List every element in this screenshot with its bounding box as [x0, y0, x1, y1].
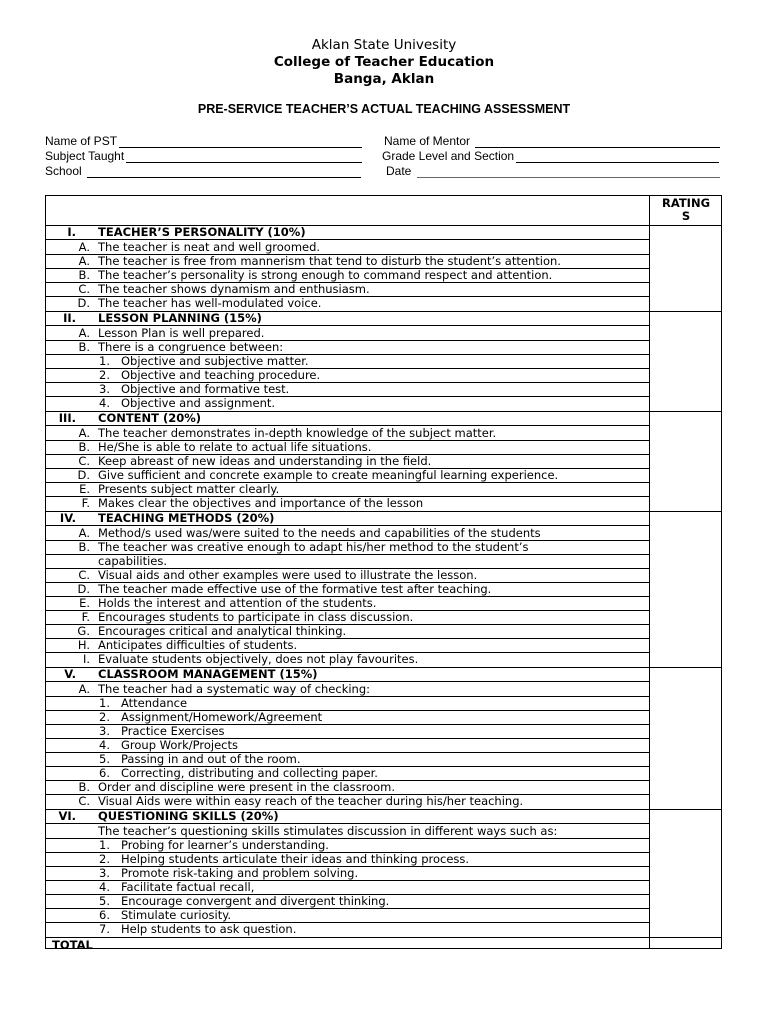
section-header-row: [46, 225, 649, 239]
item-marker: D.: [77, 582, 90, 596]
criteria-row: [46, 794, 649, 808]
row-divider: [46, 766, 649, 767]
item-text: Group Work/Projects: [121, 738, 238, 752]
item-text: The teacher was creative enough to adapt his/her method to the student’s: [98, 540, 529, 554]
row-divider: [46, 908, 649, 909]
item-text: Facilitate factual recall,: [121, 880, 255, 894]
assessment-table: [45, 195, 722, 952]
item-text: Visual aids and other examples were used to illustrate the lesson.: [98, 568, 478, 582]
item-marker: 4.: [99, 880, 110, 894]
row-divider: [46, 794, 649, 795]
section-title: QUESTIONING SKILLS (20%): [98, 809, 279, 823]
row-divider: [46, 468, 649, 469]
row-divider: [46, 440, 649, 441]
section-title: TEACHER’S PERSONALITY (10%): [98, 225, 306, 239]
item-marker: I.: [82, 652, 90, 666]
section-header-divider: [46, 425, 649, 426]
item-text: Practice Exercises: [121, 724, 225, 738]
mentor-name-field[interactable]: [384, 132, 720, 148]
section-divider: [46, 937, 721, 938]
criteria-row: [46, 240, 649, 254]
criteria-row: [46, 696, 649, 710]
row-divider: [46, 482, 649, 483]
school-label: School: [45, 164, 86, 178]
item-marker: E.: [79, 596, 90, 610]
criteria-row: [46, 752, 649, 766]
item-marker: 3.: [99, 382, 110, 396]
row-divider: [46, 396, 649, 397]
row-divider: [46, 880, 649, 881]
item-marker: C.: [78, 794, 90, 808]
criteria-row: [46, 368, 649, 382]
ratings-header-line2: S: [681, 209, 691, 223]
item-text: Helping students articulate their ideas and thinking process.: [121, 852, 470, 866]
item-marker: A.: [78, 240, 90, 254]
item-marker: H.: [77, 638, 90, 652]
item-marker: B.: [78, 540, 90, 554]
item-marker: 6.: [99, 908, 110, 922]
criteria-row: [46, 440, 649, 454]
criteria-row: [46, 382, 649, 396]
item-marker: 1.: [99, 354, 110, 368]
item-text: The teacher shows dynamism and enthusiasm.: [98, 282, 370, 296]
section-header-divider: [46, 823, 649, 824]
item-text: Encourage convergent and divergent thinking.: [121, 894, 390, 908]
section-header-divider: [46, 525, 649, 526]
item-text: Encourages students to participate in class discussion.: [98, 610, 414, 624]
item-text: Objective and formative test.: [121, 382, 290, 396]
criteria-row: [46, 554, 649, 568]
item-text: Lesson Plan is well prepared.: [98, 326, 265, 340]
row-divider: [46, 596, 649, 597]
item-text: Objective and teaching procedure.: [121, 368, 321, 382]
item-marker: D.: [77, 296, 90, 310]
criteria-row: [46, 426, 649, 440]
row-divider: [46, 894, 649, 895]
section-divider: [46, 311, 721, 312]
criteria-row: [46, 296, 649, 310]
item-marker: 6.: [99, 766, 110, 780]
section-number: IV.: [59, 511, 76, 525]
criteria-row: [46, 282, 649, 296]
item-text: capabilities.: [98, 554, 168, 568]
date-field[interactable]: [386, 162, 720, 178]
criteria-row: [46, 710, 649, 724]
section-divider: [46, 667, 721, 668]
row-divider: [46, 710, 649, 711]
section-header-row: [46, 667, 649, 681]
item-marker: 2.: [99, 710, 110, 724]
location: Banga, Aklan: [333, 71, 435, 87]
section-header-row: [46, 311, 649, 325]
row-divider: [46, 610, 649, 611]
school-line[interactable]: [87, 165, 361, 178]
row-divider: [46, 696, 649, 697]
item-text: Objective and subjective matter.: [121, 354, 309, 368]
criteria-row: [46, 766, 649, 780]
item-text: Attendance: [121, 696, 188, 710]
item-marker: F.: [81, 496, 90, 510]
table-header-divider: [46, 225, 721, 226]
mentor-name-label: Name of Mentor: [384, 134, 474, 148]
item-marker: 4.: [99, 396, 110, 410]
item-marker: A.: [78, 426, 90, 440]
row-divider: [46, 368, 649, 369]
criteria-row: [46, 496, 649, 510]
item-text: Help students to ask question.: [121, 922, 297, 936]
item-marker: 3.: [99, 724, 110, 738]
school-field[interactable]: [45, 162, 361, 178]
criteria-row: [46, 526, 649, 540]
item-marker: F.: [81, 610, 90, 624]
criteria-row: [46, 340, 649, 354]
item-marker: A.: [78, 526, 90, 540]
item-marker: A.: [78, 326, 90, 340]
ratings-header-line1: RATING: [661, 196, 711, 210]
total-row: [46, 938, 649, 952]
item-marker: B.: [78, 340, 90, 354]
criteria-row: [46, 866, 649, 880]
criteria-row: [46, 638, 649, 652]
subject-taught-label: Subject Taught: [45, 149, 125, 163]
college-name: College of Teacher Education: [273, 54, 495, 70]
section-header-divider: [46, 325, 649, 326]
row-divider: [46, 638, 649, 639]
item-text: Makes clear the objectives and importance of the lesson: [98, 496, 424, 510]
criteria-row: [46, 922, 649, 936]
row-divider: [46, 382, 649, 383]
item-text: The teacher has well-modulated voice.: [98, 296, 322, 310]
row-divider: [46, 282, 649, 283]
criteria-row: [46, 468, 649, 482]
row-divider: [46, 738, 649, 739]
item-marker: E.: [79, 482, 90, 496]
item-text: He/She is able to relate to actual life situations.: [98, 440, 372, 454]
item-text: Give sufficient and concrete example to create meaningful learning experience.: [98, 468, 559, 482]
item-marker: G.: [77, 624, 90, 638]
criteria-row: [46, 724, 649, 738]
pst-name-label: Name of PST: [45, 134, 118, 148]
item-text: Evaluate students objectively, does not play favourites.: [98, 652, 419, 666]
date-label: Date: [386, 164, 415, 178]
section-number: I.: [67, 225, 76, 239]
item-text: Correcting, distributing and collecting paper.: [121, 766, 378, 780]
criteria-row: [46, 624, 649, 638]
form-title: PRE-SERVICE TEACHER’S ACTUAL TEACHING ASSESSMENT: [197, 102, 571, 116]
section-number: V.: [64, 667, 76, 681]
criteria-row: [46, 824, 649, 838]
row-divider: [46, 852, 649, 853]
item-text: The teacher demonstrates in-depth knowledge of the subject matter.: [98, 426, 497, 440]
item-text: Encourages critical and analytical thinking.: [98, 624, 347, 638]
item-text: Promote risk-taking and problem solving.: [121, 866, 359, 880]
item-marker: 3.: [99, 866, 110, 880]
section-title: TEACHING METHODS (20%): [98, 511, 275, 525]
section-title: LESSON PLANNING (15%): [98, 311, 262, 325]
criteria-row: [46, 326, 649, 340]
item-marker: B.: [78, 780, 90, 794]
item-text: The teacher’s questioning skills stimulates discussion in different ways such as:: [98, 824, 558, 838]
row-divider: [46, 540, 649, 541]
criteria-row: [46, 354, 649, 368]
row-divider: [46, 268, 649, 269]
item-marker: B.: [78, 440, 90, 454]
section-title: CLASSROOM MANAGEMENT (15%): [98, 667, 318, 681]
section-title: CONTENT (20%): [98, 411, 202, 425]
item-text: Stimulate curiosity.: [121, 908, 232, 922]
row-divider: [46, 752, 649, 753]
criteria-row: [46, 568, 649, 582]
item-marker: B.: [78, 268, 90, 282]
item-marker: C.: [78, 282, 90, 296]
item-text: Passing in and out of the room.: [121, 752, 301, 766]
criteria-row: [46, 682, 649, 696]
item-text: Probing for learner’s understanding.: [121, 838, 329, 852]
row-divider: [46, 724, 649, 725]
criteria-row: [46, 838, 649, 852]
criteria-row: [46, 880, 649, 894]
criteria-row: [46, 738, 649, 752]
section-divider: [46, 411, 721, 412]
item-text: Holds the interest and attention of the students.: [98, 596, 377, 610]
criteria-row: [46, 396, 649, 410]
row-divider: [46, 652, 649, 653]
total-label: TOTAL: [52, 938, 93, 952]
row-divider: [46, 496, 649, 497]
university-name: Aklan State Univesity: [311, 37, 457, 53]
row-divider: [46, 582, 649, 583]
item-marker: A.: [78, 254, 90, 268]
date-line[interactable]: [417, 165, 720, 178]
subject-taught-field[interactable]: [45, 147, 362, 163]
row-divider: [46, 454, 649, 455]
criteria-row: [46, 610, 649, 624]
criteria-row: [46, 894, 649, 908]
item-marker: 5.: [99, 894, 110, 908]
item-text: Visual Aids were within easy reach of the teacher during his/her teaching.: [98, 794, 524, 808]
item-marker: 7.: [99, 922, 110, 936]
item-marker: 1.: [99, 838, 110, 852]
item-text: Method/s used was/were suited to the needs and capabilities of the students: [98, 526, 541, 540]
item-text: The teacher’s personality is strong enough to command respect and attention.: [98, 268, 553, 282]
section-header-row: [46, 511, 649, 525]
criteria-row: [46, 540, 649, 554]
row-divider: [46, 922, 649, 923]
item-text: Anticipates difficulties of students.: [98, 638, 298, 652]
section-number: II.: [63, 311, 76, 325]
row-divider: [46, 354, 649, 355]
item-marker: D.: [77, 468, 90, 482]
section-number: III.: [58, 411, 76, 425]
item-marker: C.: [78, 454, 90, 468]
criteria-row: [46, 908, 649, 922]
item-marker: 1.: [99, 696, 110, 710]
item-marker: 5.: [99, 752, 110, 766]
item-text: The teacher is neat and well groomed.: [98, 240, 321, 254]
ratings-header: [650, 197, 722, 223]
item-marker: 2.: [99, 368, 110, 382]
item-marker: 2.: [99, 852, 110, 866]
criteria-row: [46, 652, 649, 666]
section-header-row: [46, 809, 649, 823]
item-text: The teacher is free from mannerism that tend to disturb the student’s attention.: [98, 254, 561, 268]
item-text: Assignment/Homework/Agreement: [121, 710, 323, 724]
item-marker: C.: [78, 568, 90, 582]
criteria-row: [46, 254, 649, 268]
item-marker: A.: [78, 682, 90, 696]
item-marker: 4.: [99, 738, 110, 752]
row-divider: [46, 296, 649, 297]
criteria-row: [46, 852, 649, 866]
pst-name-field[interactable]: [45, 132, 362, 148]
grade-level-label: Grade Level and Section: [382, 149, 515, 163]
row-divider: [46, 780, 649, 781]
row-divider: [46, 624, 649, 625]
row-divider: [46, 254, 649, 255]
item-text: Objective and assignment.: [121, 396, 276, 410]
item-text: The teacher made effective use of the formative test after teaching.: [98, 582, 492, 596]
row-divider: [46, 866, 649, 867]
row-divider: [46, 340, 649, 341]
criteria-row: [46, 454, 649, 468]
section-header-divider: [46, 239, 649, 240]
rating-column-divider: [649, 196, 650, 948]
criteria-row: [46, 780, 649, 794]
item-text: Keep abreast of new ideas and understanding in the field.: [98, 454, 432, 468]
section-divider: [46, 809, 721, 810]
criteria-row: [46, 596, 649, 610]
item-text: The teacher had a systematic way of checking:: [98, 682, 371, 696]
grade-level-field[interactable]: [382, 147, 719, 163]
section-number: VI.: [58, 809, 76, 823]
row-divider: [46, 554, 649, 555]
section-header-divider: [46, 681, 649, 682]
criteria-row: [46, 268, 649, 282]
section-divider: [46, 511, 721, 512]
section-header-row: [46, 411, 649, 425]
row-divider: [46, 568, 649, 569]
criteria-row: [46, 482, 649, 496]
item-text: Order and discipline were present in the classroom.: [98, 780, 396, 794]
item-text: There is a congruence between:: [98, 340, 284, 354]
item-text: Presents subject matter clearly.: [98, 482, 280, 496]
criteria-row: [46, 582, 649, 596]
row-divider: [46, 838, 649, 839]
